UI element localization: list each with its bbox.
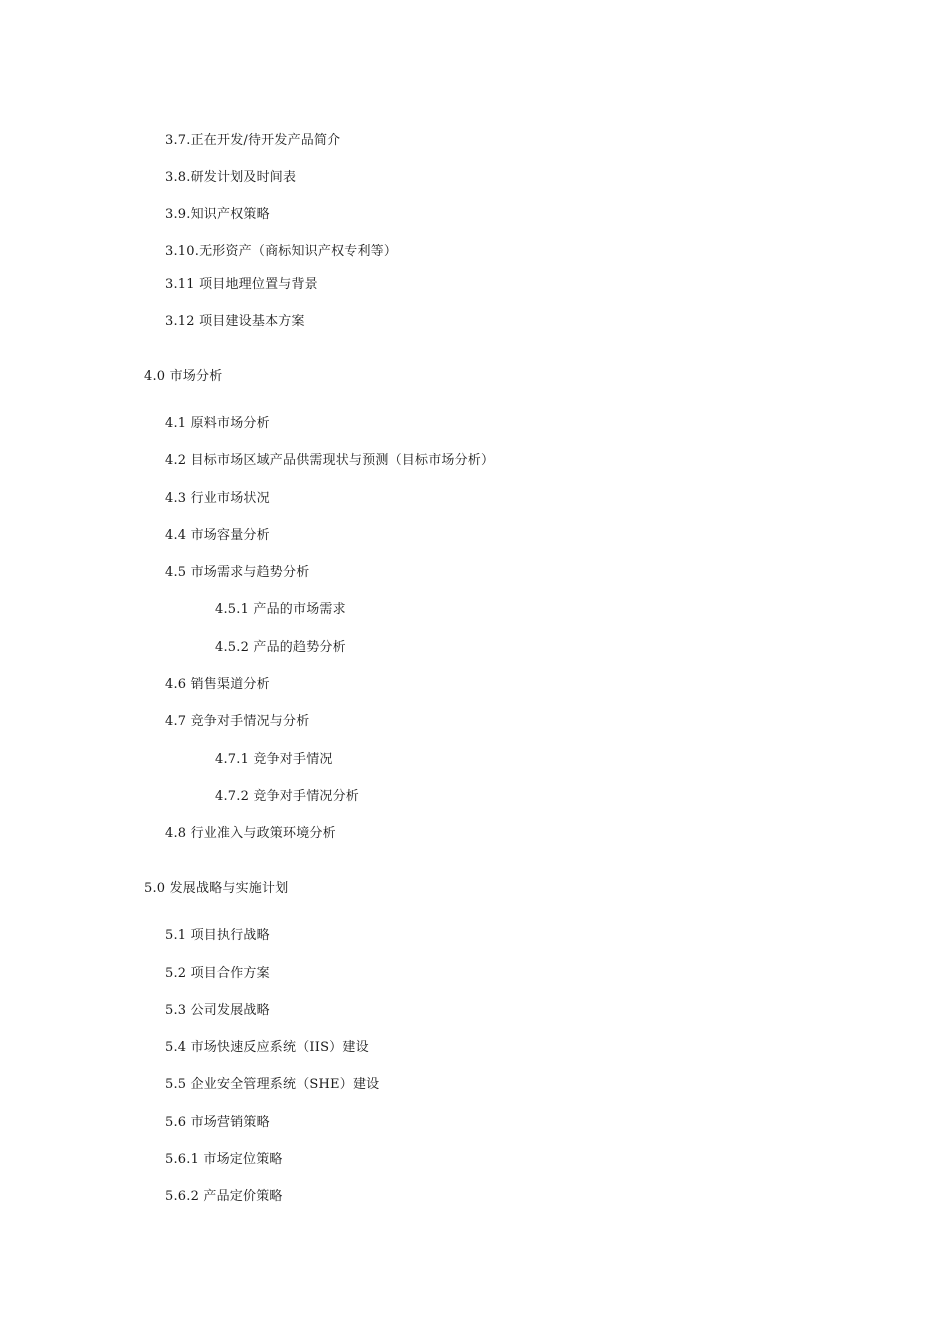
toc-entry-3-7: 3.7.正在开发/待开发产品简介 — [165, 133, 341, 148]
toc-section-5-0: 5.0 发展战略与实施计划 — [144, 881, 289, 896]
toc-entry-5-6: 5.6 市场营销策略 — [165, 1115, 270, 1130]
toc-entry-4-5: 4.5 市场需求与趋势分析 — [165, 565, 310, 580]
toc-entry-4-8: 4.8 行业准入与政策环境分析 — [165, 826, 336, 841]
toc-entry-4-2: 4.2 目标市场区域产品供需现状与预测（目标市场分析） — [165, 453, 495, 468]
toc-section-4-0: 4.0 市场分析 — [144, 369, 223, 384]
toc-entry-4-6: 4.6 销售渠道分析 — [165, 677, 270, 692]
toc-entry-4-7-1: 4.7.1 竞争对手情况 — [215, 752, 333, 767]
toc-entry-5-4: 5.4 市场快速反应系统（IIS）建设 — [165, 1040, 369, 1055]
toc-entry-5-3: 5.3 公司发展战略 — [165, 1003, 270, 1018]
toc-entry-3-9: 3.9.知识产权策略 — [165, 207, 270, 222]
toc-entry-4-7-2: 4.7.2 竞争对手情况分析 — [215, 789, 360, 804]
toc-entry-4-5-1: 4.5.1 产品的市场需求 — [215, 602, 346, 617]
toc-entry-3-10: 3.10.无形资产（商标知识产权专利等） — [165, 244, 398, 259]
toc-entry-4-5-2: 4.5.2 产品的趋势分析 — [215, 640, 346, 655]
toc-entry-4-7: 4.7 竞争对手情况与分析 — [165, 714, 310, 729]
toc-entry-5-1: 5.1 项目执行战略 — [165, 928, 270, 943]
toc-entry-5-6-1: 5.6.1 市场定位策略 — [165, 1152, 283, 1167]
toc-entry-4-3: 4.3 行业市场状况 — [165, 491, 270, 506]
toc-entry-4-1: 4.1 原料市场分析 — [165, 416, 270, 431]
toc-entry-5-2: 5.2 项目合作方案 — [165, 966, 270, 981]
toc-entry-3-11: 3.11 项目地理位置与背景 — [165, 277, 318, 292]
toc-entry-5-6-2: 5.6.2 产品定价策略 — [165, 1189, 283, 1204]
toc-entry-4-4: 4.4 市场容量分析 — [165, 528, 270, 543]
toc-entry-5-5: 5.5 企业安全管理系统（SHE）建设 — [165, 1077, 380, 1092]
toc-entry-3-12: 3.12 项目建设基本方案 — [165, 314, 305, 329]
toc-entry-3-8: 3.8.研发计划及时间表 — [165, 170, 297, 185]
